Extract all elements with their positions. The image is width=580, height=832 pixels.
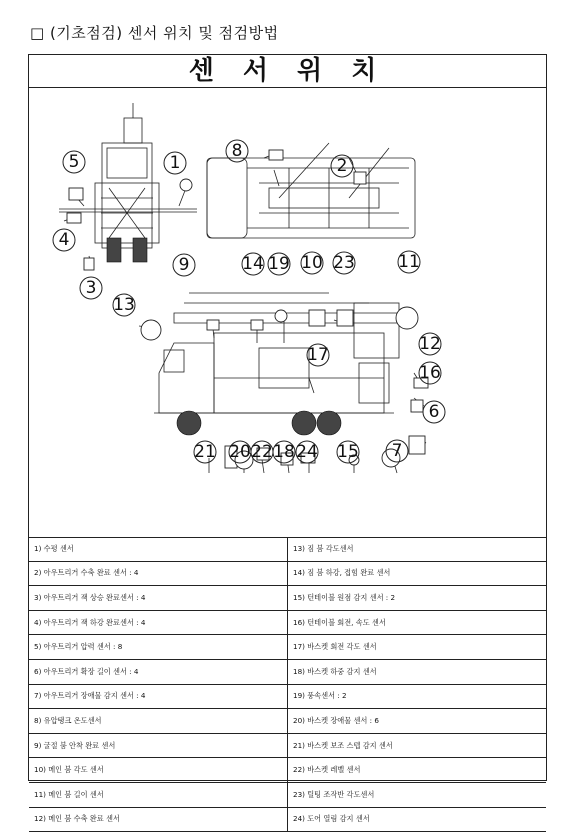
table-row <box>29 733 546 758</box>
callout-2 <box>331 155 353 177</box>
table-row <box>29 561 546 586</box>
callout-12 <box>419 333 441 355</box>
callout-6 <box>423 401 445 423</box>
svg-text:24: 24 <box>296 442 318 462</box>
table-row <box>29 610 546 635</box>
section-title: 센 서 위 치 <box>29 55 546 88</box>
svg-text:9: 9 <box>178 255 190 275</box>
table-row <box>29 782 546 807</box>
callout-13 <box>113 294 135 316</box>
callout-3 <box>80 277 102 299</box>
callout-4 <box>53 229 75 251</box>
sensor-item-right: 22) 바스켓 레벨 센서 <box>288 758 547 783</box>
sensor-item-left: 6) 아우트리거 확장 길이 센서 : 4 <box>29 659 288 684</box>
document-title: □ (기초점검) 센서 위치 및 점검방법 <box>30 24 279 42</box>
table-row <box>29 635 546 660</box>
svg-text:14: 14 <box>242 254 264 274</box>
sensor-location-frame <box>28 54 547 824</box>
svg-text:10: 10 <box>301 253 323 273</box>
callout-23 <box>333 252 355 274</box>
sensor-item-left: 7) 아우트리거 장애물 감지 센서 : 4 <box>29 684 288 709</box>
svg-text:3: 3 <box>85 278 97 298</box>
table-row <box>29 684 546 709</box>
callout-18 <box>273 441 295 463</box>
svg-text:15: 15 <box>337 442 359 462</box>
table-row <box>29 709 546 734</box>
callout-5 <box>63 151 85 173</box>
sensor-item-right: 20) 바스켓 장애물 센서 : 6 <box>288 709 547 734</box>
table-row <box>29 586 546 611</box>
sensor-item-right: 17) 바스켓 회전 각도 센서 <box>288 635 547 660</box>
sensor-item-left: 10) 메인 붐 각도 센서 <box>29 758 288 783</box>
callout-20 <box>229 441 251 463</box>
sensor-item-left: 4) 아우트리거 잭 하강 완료센서 : 4 <box>29 610 288 635</box>
truck-rear-view <box>59 103 197 262</box>
sensor-item-right: 14) 짐 붐 하강, 접힘 완료 센서 <box>288 561 547 586</box>
callout-24 <box>296 441 318 463</box>
sensor-item-right: 18) 바스켓 하중 감지 센서 <box>288 659 547 684</box>
svg-text:8: 8 <box>231 141 243 161</box>
sensor-item-left: 2) 아우트리거 수축 완료 센서 : 4 <box>29 561 288 586</box>
table-row <box>29 537 546 561</box>
sensor-item-right: 24) 도어 열림 감지 센서 <box>288 807 547 832</box>
sensor-item-right: 21) 바스켓 보조 스텝 감지 센서 <box>288 733 547 758</box>
sensor-item-left: 1) 수평 센서 <box>29 537 288 561</box>
truck-sensor-diagram <box>29 88 546 538</box>
table-row <box>29 758 546 783</box>
callout-14 <box>242 253 264 275</box>
svg-text:2: 2 <box>336 156 348 176</box>
sensor-item-right: 15) 턴테이블 원점 감지 센서 : 2 <box>288 586 547 611</box>
callout-21 <box>194 441 216 463</box>
callout-17 <box>307 344 329 366</box>
svg-text:23: 23 <box>333 253 355 273</box>
svg-text:6: 6 <box>428 402 440 422</box>
svg-text:5: 5 <box>68 152 80 172</box>
sensor-item-left: 9) 굴절 붐 안착 완료 센서 <box>29 733 288 758</box>
sensor-item-right: 19) 풍속센서 : 2 <box>288 684 547 709</box>
sensor-item-right: 23) 틸팅 조작반 각도센서 <box>288 782 547 807</box>
svg-text:22: 22 <box>251 442 273 462</box>
callout-10 <box>301 252 323 274</box>
callout-9 <box>173 254 195 276</box>
callout-15 <box>337 441 359 463</box>
svg-text:4: 4 <box>58 230 70 250</box>
svg-text:16: 16 <box>419 363 441 383</box>
svg-text:1: 1 <box>169 153 181 173</box>
callout-19 <box>268 253 290 275</box>
callout-11 <box>398 251 420 273</box>
svg-text:7: 7 <box>391 441 403 461</box>
sensor-item-left: 11) 메인 붐 길이 센서 <box>29 782 288 807</box>
svg-text:21: 21 <box>194 442 216 462</box>
table-row <box>29 659 546 684</box>
callout-1 <box>164 152 186 174</box>
sensor-item-left: 3) 아우트리거 잭 상승 완료센서 : 4 <box>29 586 288 611</box>
svg-text:11: 11 <box>398 252 420 272</box>
sensor-item-right: 16) 턴테이블 회전, 속도 센서 <box>288 610 547 635</box>
svg-text:12: 12 <box>419 334 441 354</box>
callout-8 <box>226 140 248 162</box>
svg-text:13: 13 <box>113 295 135 315</box>
sensor-list-table <box>29 537 546 832</box>
sensor-item-left: 5) 아우트리거 압력 센서 : 8 <box>29 635 288 660</box>
sensor-item-left: 12) 메인 붐 수축 완료 센서 <box>29 807 288 832</box>
callout-16 <box>419 362 441 384</box>
svg-text:19: 19 <box>268 254 290 274</box>
sensor-item-right: 13) 짐 붐 각도센서 <box>288 537 547 561</box>
svg-text:18: 18 <box>273 442 295 462</box>
callout-22 <box>251 441 273 463</box>
sensor-item-left: 8) 유압탱크 온도센서 <box>29 709 288 734</box>
svg-text:20: 20 <box>229 442 251 462</box>
svg-text:17: 17 <box>307 345 329 365</box>
